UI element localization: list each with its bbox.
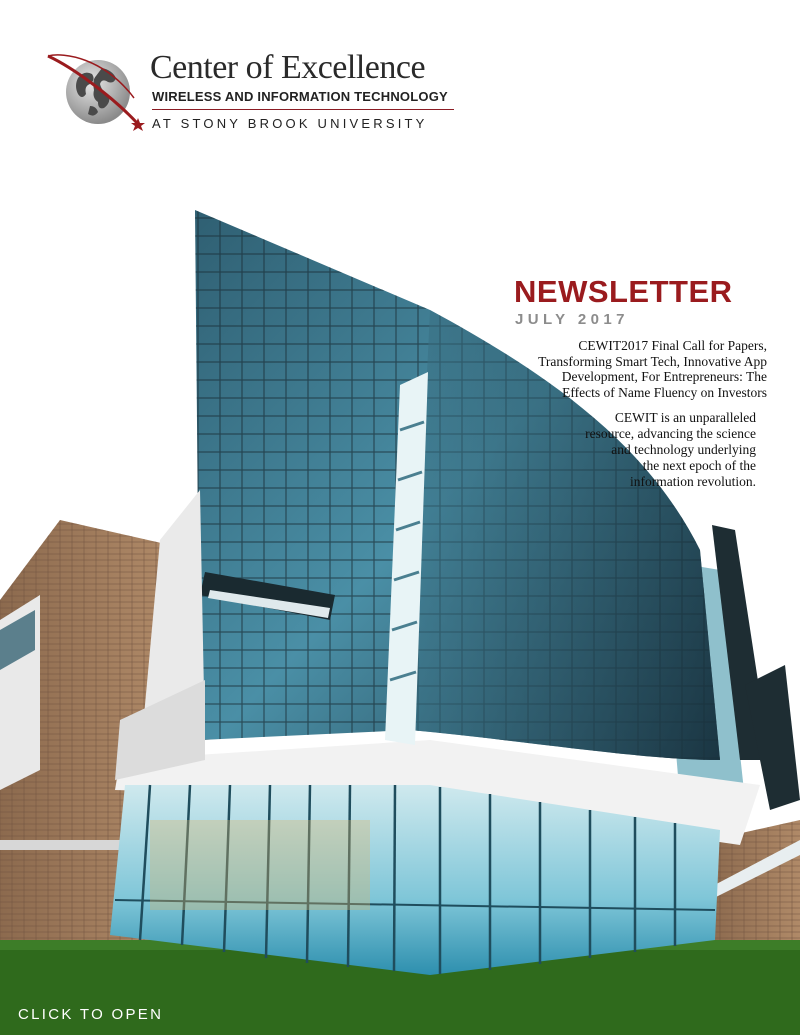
building-photo [0,200,800,1035]
logo-divider [152,109,454,110]
topic-line: CEWIT2017 Final Call for Papers, [578,338,767,353]
newsletter-title: NEWSLETTER [514,274,733,309]
mission-line: resource, advancing the science [585,426,756,441]
topic-line: Transforming Smart Tech, Innovative App [538,353,767,369]
topic-line: Development, For Entrepreneurs: The [561,369,767,384]
university-label: AT STONY BROOK UNIVERSITY [152,116,428,131]
newsletter-topics [477,338,767,400]
mission-line: CEWIT is an unparalleled [614,410,756,425]
click-to-open-link[interactable]: CLICK TO OPEN [18,1006,164,1023]
org-subtitle: WIRELESS AND INFORMATION TECHNOLOGY [152,89,448,104]
mission-line: and technology underlying [611,442,756,457]
topic-line: Effects of Name Fluency on Investors [562,384,767,400]
mission-statement [526,410,756,490]
mission-line: the next epoch of the [642,458,756,473]
mission-line: information revolution. [630,474,756,489]
org-title: Center of Excellence [150,49,426,86]
globe-orbit-icon [44,48,148,132]
newsletter-date: JULY 2017 [515,311,629,328]
